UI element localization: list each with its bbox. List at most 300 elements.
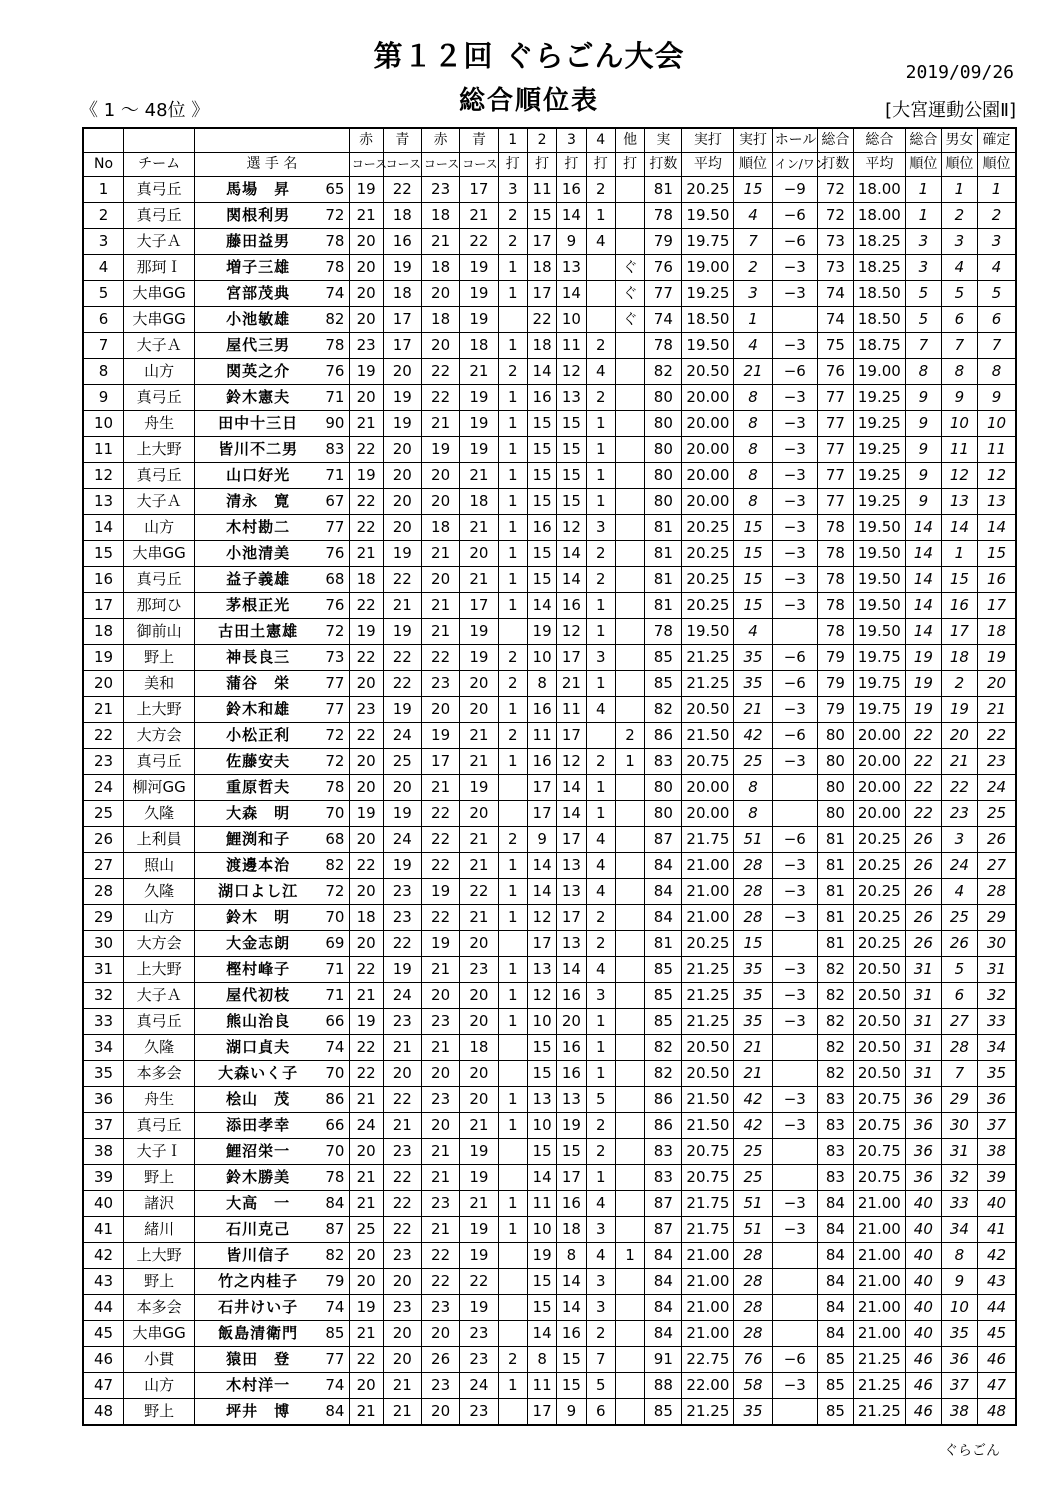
table-cell: 85	[645, 645, 682, 671]
table-cell: 12	[977, 463, 1016, 489]
table-cell: 84	[645, 1321, 682, 1347]
table-cell: 22	[349, 1347, 383, 1373]
table-cell: 20.50	[853, 957, 905, 983]
table-cell: 山方	[124, 515, 195, 541]
table-cell: 36	[905, 1113, 941, 1139]
table-cell	[498, 1243, 527, 1269]
table-cell: 16	[557, 1061, 586, 1087]
table-cell: 上大野	[124, 1243, 195, 1269]
table-cell: 82	[321, 1243, 349, 1269]
table-cell: 大串GG	[124, 307, 195, 333]
table-cell: 藤田益男	[195, 229, 321, 255]
table-cell: 90	[321, 411, 349, 437]
header-cell: 3	[557, 128, 586, 153]
table-cell: 66	[321, 1009, 349, 1035]
table-cell: 19	[349, 619, 383, 645]
table-row	[83, 1321, 1016, 1347]
table-cell: 4	[586, 697, 615, 723]
table-cell: 78	[817, 567, 853, 593]
header-cell-blank	[83, 128, 124, 153]
table-cell: 16	[941, 593, 977, 619]
table-cell	[615, 801, 644, 827]
table-cell: 27	[977, 853, 1016, 879]
table-cell: 15	[977, 541, 1016, 567]
table-cell: 20.00	[853, 801, 905, 827]
table-cell: 9	[905, 463, 941, 489]
table-cell: 2	[498, 1347, 527, 1373]
table-cell: 21.50	[682, 1087, 734, 1113]
table-cell: 21	[421, 957, 459, 983]
table-cell: 8	[734, 437, 772, 463]
table-cell: 18	[421, 307, 459, 333]
table-cell: 13	[557, 931, 586, 957]
table-cell: 18.00	[853, 203, 905, 229]
table-cell: 19.75	[853, 671, 905, 697]
table-cell: 11	[527, 1191, 556, 1217]
table-cell: 13	[527, 1087, 556, 1113]
table-cell: 26	[421, 1347, 459, 1373]
table-cell: 70	[321, 905, 349, 931]
table-cell: 21	[349, 983, 383, 1009]
header-cell: 打	[557, 153, 586, 177]
table-cell: 猿田 登	[195, 1347, 321, 1373]
table-cell: 屋代初枝	[195, 983, 321, 1009]
table-cell: 20	[383, 489, 421, 515]
table-cell: 小貫	[124, 1347, 195, 1373]
header-cell: 男女	[941, 128, 977, 153]
table-cell: 1	[498, 463, 527, 489]
table-cell: 20	[349, 1139, 383, 1165]
table-cell: 19	[383, 697, 421, 723]
table-cell: 緒川	[124, 1217, 195, 1243]
table-cell: 2	[941, 671, 977, 697]
table-cell: 80	[817, 723, 853, 749]
table-cell: 31	[905, 1035, 941, 1061]
table-cell: 40	[977, 1191, 1016, 1217]
table-cell: 19	[460, 1139, 498, 1165]
table-cell	[498, 801, 527, 827]
table-cell: −3	[772, 1191, 817, 1217]
table-cell: 22	[941, 775, 977, 801]
table-cell	[615, 593, 644, 619]
table-cell	[498, 1321, 527, 1347]
table-cell: 77	[817, 385, 853, 411]
table-cell: 添田孝幸	[195, 1113, 321, 1139]
table-cell: 47	[83, 1373, 124, 1399]
table-cell: 19	[460, 281, 498, 307]
table-cell: 清永 寛	[195, 489, 321, 515]
table-cell: 18	[421, 515, 459, 541]
table-cell: 77	[817, 411, 853, 437]
table-body	[83, 177, 1016, 1426]
table-cell: 22	[383, 1087, 421, 1113]
table-cell: 12	[557, 515, 586, 541]
table-cell: 5	[586, 1373, 615, 1399]
table-cell: 23	[383, 1243, 421, 1269]
table-cell: 4	[734, 619, 772, 645]
table-cell: 5	[83, 281, 124, 307]
table-cell: 1	[498, 853, 527, 879]
table-cell: 27	[941, 1009, 977, 1035]
table-cell: 22	[421, 645, 459, 671]
table-cell: 大高 一	[195, 1191, 321, 1217]
table-cell	[772, 775, 817, 801]
table-cell: 21	[421, 1217, 459, 1243]
table-cell: 17	[527, 1399, 556, 1426]
table-cell: 真弓丘	[124, 567, 195, 593]
table-cell: 2	[977, 203, 1016, 229]
table-cell: 21	[349, 1165, 383, 1191]
table-cell: 18	[349, 905, 383, 931]
table-cell: 1	[941, 541, 977, 567]
table-cell: 71	[321, 385, 349, 411]
table-cell: 1	[586, 1035, 615, 1061]
table-cell: 3	[586, 515, 615, 541]
table-cell: 21	[460, 463, 498, 489]
table-row	[83, 645, 1016, 671]
table-cell: 19	[349, 1009, 383, 1035]
table-cell: 7	[941, 333, 977, 359]
table-cell: 85	[817, 1373, 853, 1399]
table-cell: 25	[83, 801, 124, 827]
table-cell: 2	[586, 1139, 615, 1165]
table-cell: 40	[83, 1191, 124, 1217]
table-cell	[772, 1295, 817, 1321]
table-cell: 19	[349, 801, 383, 827]
table-cell: 10	[527, 1113, 556, 1139]
table-cell: 20	[460, 983, 498, 1009]
table-cell: 10	[941, 1295, 977, 1321]
table-cell: 24	[383, 827, 421, 853]
table-cell: 重原哲夫	[195, 775, 321, 801]
table-cell: 22	[383, 1217, 421, 1243]
table-cell: 2	[498, 827, 527, 853]
table-cell: 79	[817, 645, 853, 671]
table-row	[83, 1399, 1016, 1426]
table-cell: 48	[83, 1399, 124, 1426]
table-cell: 本多会	[124, 1295, 195, 1321]
table-cell: 39	[977, 1165, 1016, 1191]
table-cell: 18	[941, 645, 977, 671]
table-cell: 1	[498, 957, 527, 983]
table-cell: 1	[586, 801, 615, 827]
table-cell: 1	[498, 1009, 527, 1035]
table-cell	[498, 307, 527, 333]
table-cell	[772, 1165, 817, 1191]
table-cell: 35	[734, 983, 772, 1009]
table-cell: 9	[557, 1399, 586, 1426]
table-cell: 21	[460, 1191, 498, 1217]
table-cell: 31	[977, 957, 1016, 983]
table-cell: 19	[460, 255, 498, 281]
table-cell: 14	[557, 541, 586, 567]
table-cell: 21	[421, 619, 459, 645]
table-cell: 87	[321, 1217, 349, 1243]
header-cell: コース	[383, 153, 421, 177]
table-cell: 真弓丘	[124, 463, 195, 489]
table-row	[83, 203, 1016, 229]
table-cell: 増子三雄	[195, 255, 321, 281]
table-cell: −3	[772, 567, 817, 593]
table-cell: 鯉沼栄一	[195, 1139, 321, 1165]
table-cell: 8	[83, 359, 124, 385]
table-cell: 21.25	[853, 1373, 905, 1399]
table-cell: 20	[383, 1269, 421, 1295]
table-cell: 82	[645, 359, 682, 385]
table-cell: 2	[734, 255, 772, 281]
table-cell: 78	[817, 593, 853, 619]
table-cell: 22	[905, 801, 941, 827]
table-row	[83, 1165, 1016, 1191]
table-cell: 81	[817, 879, 853, 905]
table-cell: 野上	[124, 1399, 195, 1426]
table-cell: 84	[817, 1321, 853, 1347]
table-cell: 28	[941, 1035, 977, 1061]
table-cell: 81	[817, 827, 853, 853]
table-cell: 78	[321, 775, 349, 801]
table-cell: 72	[817, 203, 853, 229]
table-cell: 21	[557, 671, 586, 697]
table-cell: 19	[383, 541, 421, 567]
table-cell: 19	[905, 645, 941, 671]
table-cell: 84	[817, 1191, 853, 1217]
table-cell: 14	[527, 359, 556, 385]
table-cell: 小松正利	[195, 723, 321, 749]
table-cell	[615, 385, 644, 411]
table-cell: 21	[460, 567, 498, 593]
table-cell: 87	[645, 1191, 682, 1217]
table-row	[83, 411, 1016, 437]
table-cell: 19	[557, 1113, 586, 1139]
table-cell: 15	[527, 1269, 556, 1295]
table-cell: 10	[527, 1217, 556, 1243]
table-cell: 37	[977, 1113, 1016, 1139]
table-cell: 76	[321, 359, 349, 385]
table-row	[83, 1269, 1016, 1295]
table-cell: 4	[734, 203, 772, 229]
table-cell: 19	[460, 385, 498, 411]
table-cell: 20	[349, 1373, 383, 1399]
table-cell: 36	[905, 1139, 941, 1165]
header-cell-no: No	[83, 153, 124, 177]
table-cell: 22	[421, 905, 459, 931]
table-cell: 20.75	[682, 1139, 734, 1165]
header-cell: 実打	[734, 128, 772, 153]
table-cell: 72	[817, 177, 853, 203]
table-cell: 31	[905, 983, 941, 1009]
table-cell: 1	[498, 905, 527, 931]
table-cell: 15	[527, 463, 556, 489]
table-cell: 20.50	[853, 983, 905, 1009]
table-cell: 43	[83, 1269, 124, 1295]
table-cell: 77	[321, 1347, 349, 1373]
table-cell: 19	[527, 1243, 556, 1269]
table-cell: 85	[645, 1009, 682, 1035]
table-cell: 21	[460, 905, 498, 931]
table-cell: 19	[460, 1243, 498, 1269]
table-cell	[615, 957, 644, 983]
table-cell: 77	[321, 515, 349, 541]
table-cell	[615, 1321, 644, 1347]
table-cell: 20.00	[682, 463, 734, 489]
table-cell: 山方	[124, 905, 195, 931]
table-cell: 久隆	[124, 1035, 195, 1061]
table-cell: 28	[734, 853, 772, 879]
table-cell: 21	[383, 593, 421, 619]
table-cell: 3	[586, 645, 615, 671]
table-cell: 20	[421, 489, 459, 515]
table-cell	[615, 1269, 644, 1295]
table-cell: 40	[905, 1295, 941, 1321]
table-cell	[586, 723, 615, 749]
table-cell: 15	[527, 567, 556, 593]
table-cell: 大串GG	[124, 541, 195, 567]
table-cell: 鈴木和雄	[195, 697, 321, 723]
table-cell: 20.50	[682, 359, 734, 385]
table-cell: 21.00	[853, 1243, 905, 1269]
table-cell: 20	[383, 1321, 421, 1347]
table-cell: 20.75	[853, 1113, 905, 1139]
table-cell: 14	[905, 593, 941, 619]
header-cell: 順位	[977, 153, 1016, 177]
table-cell: 10	[557, 307, 586, 333]
page-title: 第１２回 ぐらごん大会	[373, 39, 685, 73]
table-cell: 22	[383, 645, 421, 671]
table-cell: 23	[460, 1399, 498, 1426]
table-cell: 1	[498, 489, 527, 515]
table-cell: 74	[321, 281, 349, 307]
table-cell: 久隆	[124, 879, 195, 905]
table-cell: 18	[527, 333, 556, 359]
table-cell: −3	[772, 541, 817, 567]
table-cell: 24	[349, 1113, 383, 1139]
table-cell: 84	[645, 1269, 682, 1295]
table-cell: 77	[817, 463, 853, 489]
table-cell: 久隆	[124, 801, 195, 827]
table-cell: 21	[734, 1061, 772, 1087]
table-cell: 82	[817, 1009, 853, 1035]
table-row	[83, 567, 1016, 593]
table-cell: 21	[349, 203, 383, 229]
table-cell: −3	[772, 957, 817, 983]
table-cell: −6	[772, 1347, 817, 1373]
table-cell: 17	[557, 723, 586, 749]
table-cell: 84	[645, 853, 682, 879]
table-cell: 大子Ａ	[124, 983, 195, 1009]
table-row	[83, 905, 1016, 931]
table-cell: 21	[349, 541, 383, 567]
table-cell: ぐ	[615, 255, 644, 281]
table-cell: 16	[527, 749, 556, 775]
header-cell: 1	[498, 128, 527, 153]
table-cell: 20.00	[682, 489, 734, 515]
table-cell: 83	[817, 1139, 853, 1165]
table-cell: 20.00	[682, 775, 734, 801]
table-cell: 24	[977, 775, 1016, 801]
table-cell: 39	[83, 1165, 124, 1191]
header-cell: 打数	[817, 153, 853, 177]
table-cell: 20.00	[682, 411, 734, 437]
table-cell: 25	[734, 1165, 772, 1191]
header-cell: 打数	[645, 153, 682, 177]
table-cell: 22	[349, 645, 383, 671]
header-cell: 順位	[905, 153, 941, 177]
table-cell: 20.00	[853, 775, 905, 801]
table-row	[83, 1243, 1016, 1269]
table-cell: 2	[586, 541, 615, 567]
table-cell	[615, 1061, 644, 1087]
table-row	[83, 697, 1016, 723]
table-cell: 鈴木憲夫	[195, 385, 321, 411]
table-cell: 1	[498, 1087, 527, 1113]
table-cell: 77	[817, 437, 853, 463]
table-cell: 19	[383, 957, 421, 983]
table-cell: −3	[772, 983, 817, 1009]
table-cell: 82	[321, 307, 349, 333]
table-cell: 87	[645, 827, 682, 853]
table-cell: 26	[941, 931, 977, 957]
table-cell: ぐ	[615, 307, 644, 333]
table-cell: 2	[498, 723, 527, 749]
table-cell: 21	[83, 697, 124, 723]
table-cell: 真弓丘	[124, 385, 195, 411]
table-cell: 81	[645, 567, 682, 593]
table-cell: −3	[772, 1373, 817, 1399]
table-cell: ぐ	[615, 281, 644, 307]
table-cell: 17	[83, 593, 124, 619]
table-cell: 山方	[124, 1373, 195, 1399]
table-cell: 宮部茂典	[195, 281, 321, 307]
table-cell	[615, 567, 644, 593]
table-cell: 4	[734, 333, 772, 359]
table-cell: 3	[498, 177, 527, 203]
table-cell: 23	[421, 1191, 459, 1217]
table-cell: 73	[817, 255, 853, 281]
table-cell: 21	[460, 515, 498, 541]
table-cell: 大方会	[124, 931, 195, 957]
table-cell: 関根利男	[195, 203, 321, 229]
table-cell: 81	[645, 931, 682, 957]
table-cell: 14	[557, 281, 586, 307]
table-cell: 19	[421, 931, 459, 957]
header-cell: コース	[349, 153, 383, 177]
table-cell: 26	[905, 931, 941, 957]
table-cell: 21.00	[682, 879, 734, 905]
table-cell: −9	[772, 177, 817, 203]
table-cell: 湖口よし江	[195, 879, 321, 905]
table-cell: 21.00	[682, 1295, 734, 1321]
table-cell: 21	[421, 411, 459, 437]
table-cell: 照山	[124, 853, 195, 879]
table-cell: 湖口貞夫	[195, 1035, 321, 1061]
table-cell: 35	[734, 671, 772, 697]
table-cell	[615, 1113, 644, 1139]
table-cell: 21	[349, 1399, 383, 1426]
table-cell: 15	[734, 567, 772, 593]
table-cell: 86	[321, 1087, 349, 1113]
header-cell: 総合	[817, 128, 853, 153]
table-cell: 19	[905, 671, 941, 697]
table-cell: 15	[941, 567, 977, 593]
table-cell: 25	[941, 905, 977, 931]
table-cell: 2	[83, 203, 124, 229]
table-cell: 37	[83, 1113, 124, 1139]
table-cell: 皆川不二男	[195, 437, 321, 463]
table-cell: 21.00	[853, 1217, 905, 1243]
table-cell: 19	[383, 801, 421, 827]
table-cell: 御前山	[124, 619, 195, 645]
table-cell: 32	[83, 983, 124, 1009]
